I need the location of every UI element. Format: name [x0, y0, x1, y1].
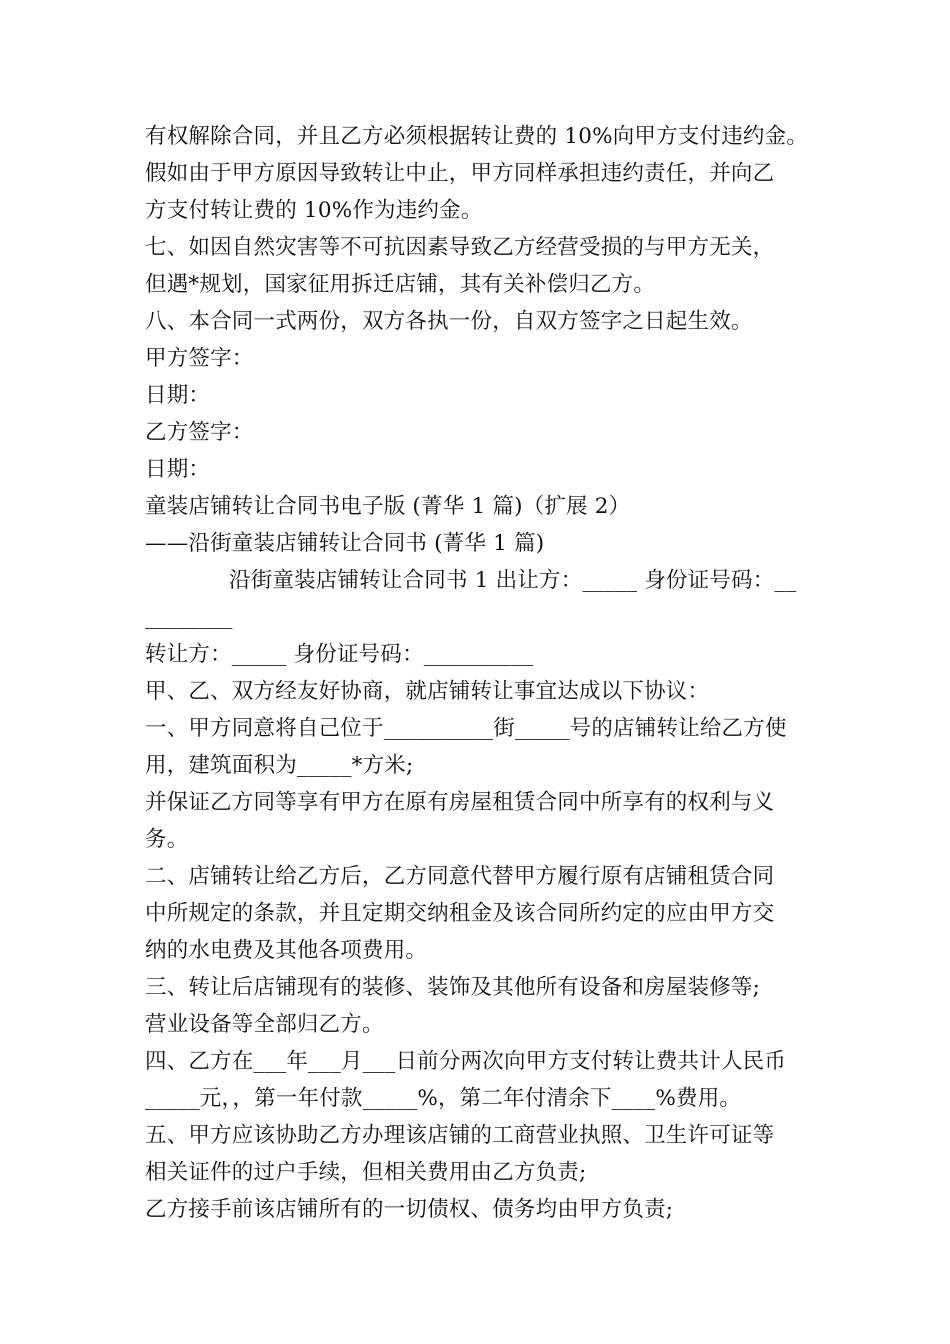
party-b-date: 日期： — [145, 457, 211, 482]
text-line: 假如由于甲方原因导致转让中止，甲方同样承担违约责任，并向乙 — [145, 161, 775, 186]
text-line: 有权解除合同，并且乙方必须根据转让费的 10%向甲方支付违约金。 — [145, 124, 809, 149]
text-line: 方支付转让费的 10%作为违约金。 — [145, 198, 483, 223]
text-line: 用，建筑面积为_____*方米; — [145, 753, 414, 778]
text-line: _____元，，第一年付款_____%，第二年付清余下____%费用。 — [145, 1086, 742, 1111]
clause-seven: 七、如因自然灾害等不可抗因素导致乙方经营受损的与甲方无关， — [145, 235, 775, 260]
text-line: 务。 — [145, 827, 189, 852]
text-line: 并保证乙方同等享有甲方在原有房屋租赁合同中所享有的权利与义 — [145, 790, 775, 815]
text-line: 纳的水电费及其他各项费用。 — [145, 938, 428, 963]
agreement-intro: 甲、乙、双方经友好协商，就店铺转让事宜达成以下协议： — [145, 679, 710, 704]
party-b-signature: 乙方签字： — [145, 420, 254, 445]
document-page — [145, 118, 825, 1228]
clause-two: 二、店铺转让给乙方后，乙方同意代替甲方履行原有店铺租赁合同 — [145, 864, 775, 889]
transferee-line: 转让方：_____ 身份证号码：__________ — [145, 642, 534, 667]
text-line: 但遇*规划，国家征用拆迁店铺，其有关补偿归乙方。 — [145, 272, 656, 297]
contract-heading-line: 沿街童装店铺转让合同书 1 出让方：_____ 身份证号码：__ — [229, 568, 797, 593]
clause-one: 一、甲方同意将自己位于__________街_____号的店铺转让给乙方使 — [145, 716, 787, 741]
party-a-date: 日期： — [145, 383, 211, 408]
clause-eight: 八、本合同一式两份，双方各执一份，自双方签字之日起生效。 — [145, 309, 753, 334]
text-line: ________ — [145, 605, 233, 630]
clause-three: 三、转让后店铺现有的装修、装饰及其他所有设备和房屋装修等; — [145, 975, 761, 1000]
text-line: 营业设备等全部归乙方。 — [145, 1012, 384, 1037]
section-title: 童装店铺转让合同书电子版 (菁华 1 篇)（扩展 2） — [145, 494, 631, 519]
text-line: 乙方接手前该店铺所有的一切债权、债务均由甲方负责; — [145, 1197, 674, 1222]
text-line: 相关证件的过户手续，但相关费用由乙方负责; — [145, 1160, 587, 1185]
section-subtitle: ——沿街童装店铺转让合同书 (菁华 1 篇) — [145, 531, 545, 556]
text-line: 中所规定的条款，并且定期交纳租金及该合同所约定的应由甲方交 — [145, 901, 775, 926]
clause-five: 五、甲方应该协助乙方办理该店铺的工商营业执照、卫生许可证等 — [145, 1123, 775, 1148]
party-a-signature: 甲方签字： — [145, 346, 254, 371]
clause-four: 四、乙方在___年___月___日前分两次向甲方支付转让费共计人民币 — [145, 1049, 787, 1074]
